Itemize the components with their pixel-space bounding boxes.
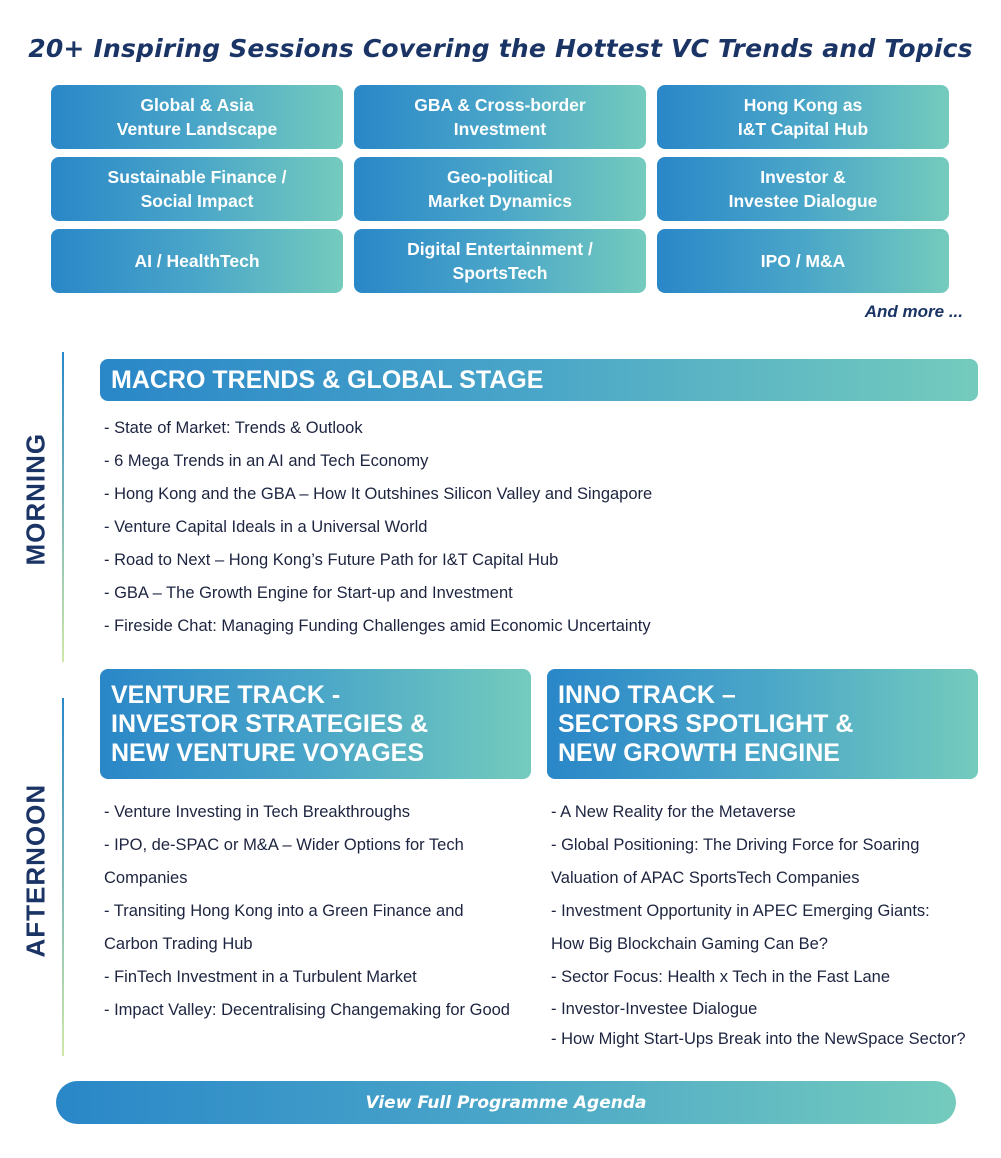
list-item: - Road to Next – Hong Kong’s Future Path for I&T Capital Hub [104,551,559,569]
macro-trends-header: MACRO TRENDS & GLOBAL STAGE [100,359,978,401]
list-item: - 6 Mega Trends in an AI and Tech Economy [104,452,429,470]
list-item: - Fireside Chat: Managing Funding Challenges amid Economic Uncertainty [104,617,651,635]
list-item: - Global Positioning: The Driving Force for Soaring Valuation of APAC SportsTech Companies [551,836,920,887]
topic-tile: Digital Entertainment / SportsTech [354,229,646,293]
morning-timeline-line [62,352,64,662]
list-item: - A New Reality for the Metaverse [551,803,796,821]
list-item: - FinTech Investment in a Turbulent Market [104,968,417,986]
list-item: - State of Market: Trends & Outlook [104,419,363,437]
afternoon-timeline-line [62,698,64,1056]
list-item: - Venture Investing in Tech Breakthroughs [104,803,411,821]
list-item: - Sector Focus: Health x Tech in the Fast Lane [551,968,891,986]
topic-tile: GBA & Cross-border Investment [354,85,646,149]
inno-track-header: INNO TRACK – SECTORS SPOTLIGHT & NEW GROWTH ENGINE [547,669,978,779]
topic-tile: Hong Kong as I&T Capital Hub [657,85,949,149]
morning-label: MORNING [20,432,51,566]
afternoon-label: AFTERNOON [20,783,51,958]
list-item: - Investor-Investee Dialogue [551,1000,758,1018]
topic-tile: IPO / M&A [657,229,949,293]
list-item: - Transiting Hong Kong into a Green Finance and Carbon Trading Hub [104,902,464,953]
topic-tile: Sustainable Finance / Social Impact [51,157,343,221]
list-item: - Venture Capital Ideals in a Universal World [104,518,428,536]
list-item: - How Might Start-Ups Break into the NewSpace Sector? [551,1030,966,1048]
and-more-text: And more ... [864,302,963,321]
inno-session-list [551,796,991,1054]
page-headline: 20+ Inspiring Sessions Covering the Hottest VC Trends and Topics [28,34,973,63]
list-item: - Hong Kong and the GBA – How It Outshines Silicon Valley and Singapore [104,485,653,503]
view-full-agenda-button[interactable]: View Full Programme Agenda [56,1081,956,1124]
venture-session-list [104,796,534,1027]
topic-tile: AI / HealthTech [51,229,343,293]
list-item: - GBA – The Growth Engine for Start-up and Investment [104,584,513,602]
topic-tile: Geo-political Market Dynamics [354,157,646,221]
list-item: - Impact Valley: Decentralising Changemaking for Good [104,1001,510,1019]
venture-track-header: VENTURE TRACK - INVESTOR STRATEGIES & NEW VENTURE VOYAGES [100,669,531,779]
topic-tile: Global & Asia Venture Landscape [51,85,343,149]
morning-session-list [104,412,984,643]
list-item: - IPO, de-SPAC or M&A – Wider Options for Tech Companies [104,836,464,887]
topic-tile: Investor & Investee Dialogue [657,157,949,221]
list-item: - Investment Opportunity in APEC Emerging Giants: How Big Blockchain Gaming Can Be? [551,902,930,953]
